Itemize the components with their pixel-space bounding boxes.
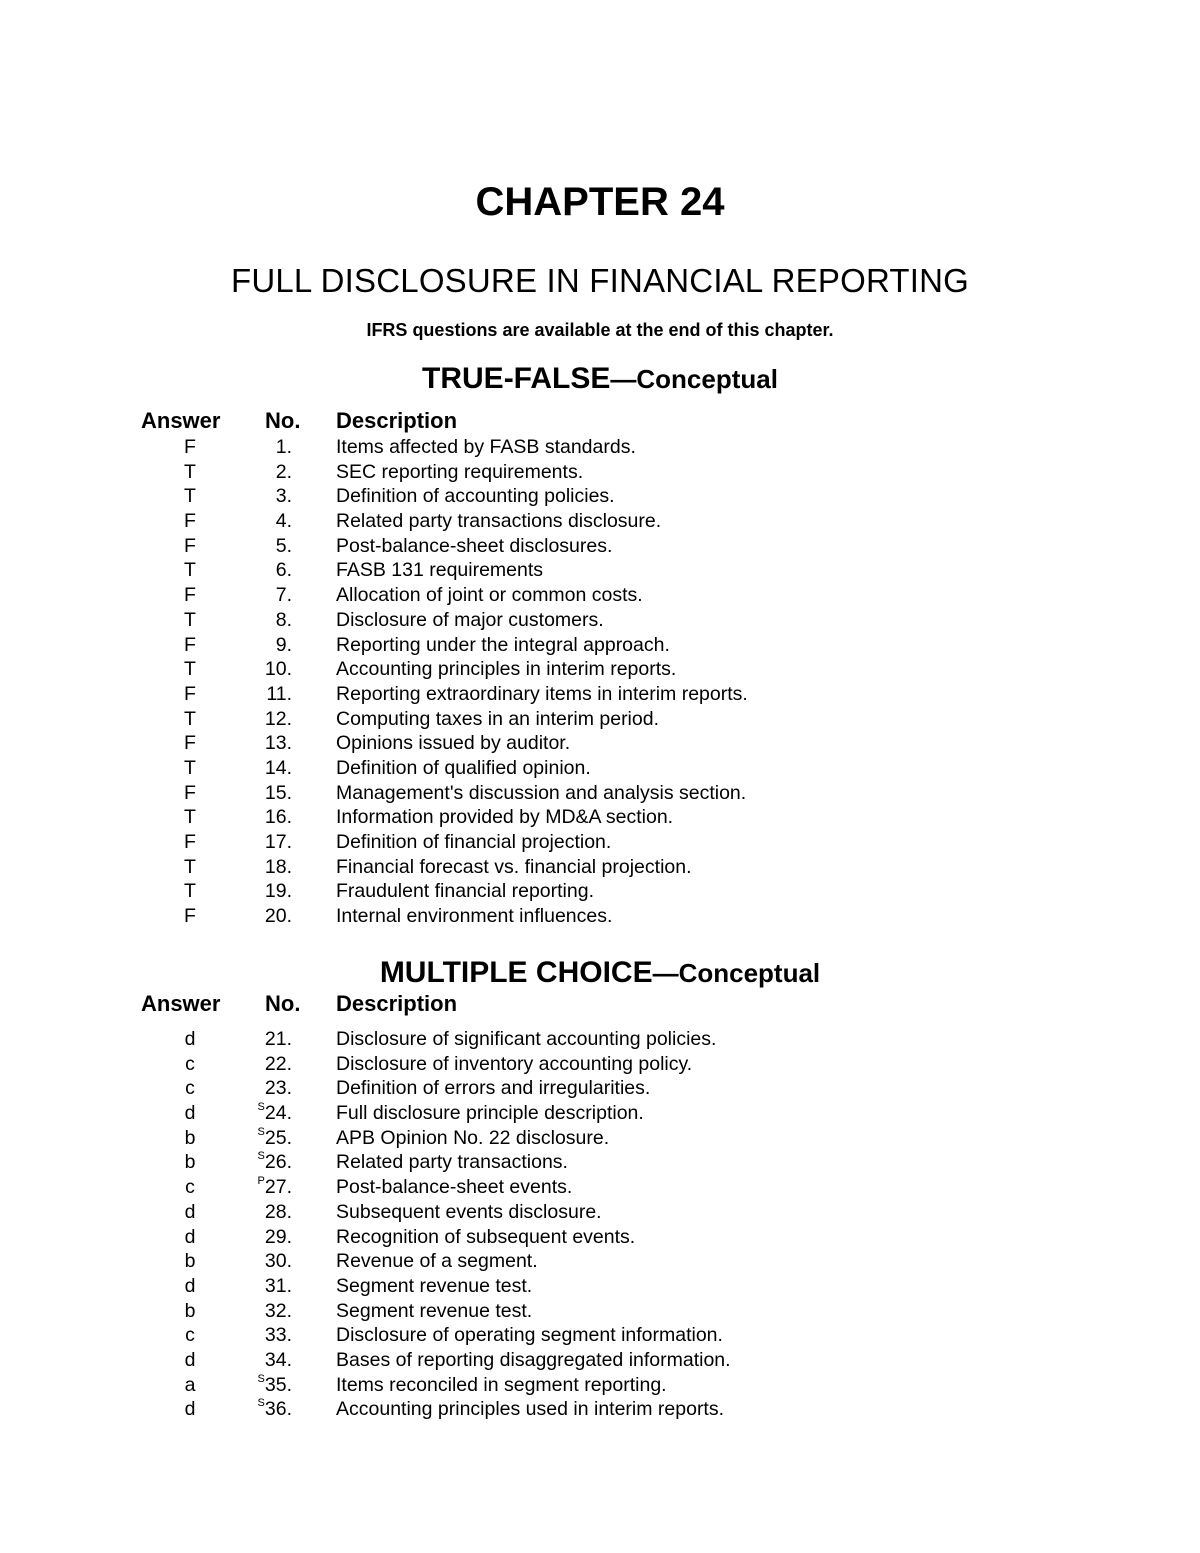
number-cell [240,1027,292,1052]
answer-cell: F [184,584,196,607]
description-cell: Definition of accounting policies. [336,485,615,508]
number-cell [240,756,292,781]
number-text: 20. [264,905,292,928]
table-row [0,682,1200,707]
description-cell: Fraudulent financial reporting. [336,880,594,903]
true-false-heading-main: TRUE-FALSE [422,362,611,395]
description-cell: Post-balance-sheet events. [336,1176,573,1199]
answer-cell: F [184,682,196,705]
description-cell: Post-balance-sheet disclosures. [336,534,613,557]
number-cell [240,1052,292,1077]
number-cell [240,608,292,633]
number-cell [240,1249,292,1274]
number-cell [240,781,292,806]
multiple-choice-table [0,1027,1200,1422]
table-row [0,707,1200,732]
number-text: 14. [264,756,292,779]
source-marker: S [257,1101,265,1114]
number-cell [240,1323,292,1348]
description-cell: Definition of qualified opinion. [336,756,591,779]
number-cell [240,558,292,583]
number-text: 7. [275,584,292,607]
mc-col-description: Description [336,991,458,1016]
number-text: 2. [275,460,292,483]
description-cell: Disclosure of major customers. [336,608,604,631]
table-row [0,1126,1200,1151]
answer-cell: c [185,1324,195,1347]
table-row [0,830,1200,855]
description-cell: Definition of financial projection. [336,831,612,853]
number-text: 4. [275,510,292,533]
table-row [0,1027,1200,1052]
table-row [0,1150,1200,1175]
answer-cell: d [184,1102,196,1125]
table-row [0,1076,1200,1101]
description-cell: Disclosure of significant accounting policies. [336,1028,717,1050]
number-text: 1. [275,436,292,458]
answer-cell: b [184,1250,196,1273]
number-text: 34. [264,1348,292,1371]
table-row [0,460,1200,485]
description-cell: Information provided by MD&A section. [336,806,674,829]
mc-col-no: No. [265,991,301,1016]
answer-cell: c [185,1052,195,1075]
chapter-subtitle: FULL DISCLOSURE IN FINANCIAL REPORTING [230,262,969,299]
number-cell [240,435,292,460]
description-cell: Computing taxes in an interim period. [336,707,659,730]
table-row [0,879,1200,904]
answer-cell: b [184,1126,196,1149]
table-row [0,1373,1200,1398]
number-text: 18. [264,855,292,878]
description-cell: Revenue of a segment. [336,1250,538,1273]
answer-cell: T [184,460,196,483]
answer-cell: b [184,1151,196,1174]
number-text: 6. [275,559,292,582]
table-row [0,1397,1200,1422]
answer-cell: d [184,1398,196,1421]
true-false-heading-sub: —Conceptual [610,364,778,394]
table-row [0,731,1200,756]
number-text: 33. [264,1324,292,1347]
number-text: 29. [264,1225,292,1248]
table-row [0,1249,1200,1274]
number-text: 35. [264,1373,292,1396]
description-cell: Accounting principles in interim reports. [336,658,677,681]
number-text: 21. [264,1028,292,1050]
true-false-table [0,435,1200,929]
answer-cell: F [184,732,196,755]
number-cell [240,1274,292,1299]
table-row [0,1101,1200,1126]
source-marker: P [257,1175,265,1188]
number-text: 22. [264,1052,292,1075]
answer-cell: d [184,1200,196,1223]
number-text: 12. [264,707,292,730]
description-cell: Full disclosure principle description. [336,1102,644,1125]
table-row [0,781,1200,806]
answer-cell: d [184,1274,196,1297]
multiple-choice-heading [0,956,1200,990]
answer-cell: T [184,559,196,582]
answer-cell: c [185,1176,195,1199]
number-cell [240,1076,292,1101]
mc-col-answer: Answer [141,991,221,1016]
answer-cell: T [184,608,196,631]
description-cell: Bases of reporting disaggregated information. [336,1348,731,1371]
number-text: 36. [264,1398,292,1421]
number-cell [240,460,292,485]
number-text: 17. [264,831,292,853]
number-cell [240,1373,292,1398]
description-cell: Segment revenue test. [336,1299,533,1322]
number-cell [240,879,292,904]
source-marker: S [257,1150,265,1163]
answer-cell: a [184,1373,196,1396]
table-row [0,534,1200,559]
table-row [0,509,1200,534]
answer-cell: F [184,831,196,853]
answer-cell: F [184,436,196,458]
answer-cell: T [184,756,196,779]
answer-cell: F [184,905,196,928]
answer-cell: d [184,1028,196,1050]
description-cell: APB Opinion No. 22 disclosure. [336,1126,610,1149]
ifrs-note: IFRS questions are available at the end of this chapter. [366,320,834,340]
answer-cell: F [184,534,196,557]
number-cell [240,1175,292,1200]
table-row [0,657,1200,682]
number-text: 16. [264,806,292,829]
table-row [0,1299,1200,1324]
description-cell: Reporting under the integral approach. [336,633,670,656]
table-row [0,1200,1200,1225]
number-text: 8. [275,608,292,631]
description-cell: Recognition of subsequent events. [336,1225,636,1248]
number-text: 28. [264,1200,292,1223]
description-cell: Related party transactions disclosure. [336,510,662,533]
description-cell: FASB 131 requirements [336,559,544,582]
table-row [0,633,1200,658]
number-cell [240,805,292,830]
number-text: 25. [264,1126,292,1149]
number-cell [240,633,292,658]
table-row [0,484,1200,509]
number-text: 13. [264,732,292,755]
number-text: 9. [275,633,292,656]
description-cell: Financial forecast vs. financial projection. [336,855,692,878]
number-text: 19. [264,880,292,903]
answer-cell: T [184,707,196,730]
number-text: 15. [264,781,292,804]
table-row [0,1348,1200,1373]
source-marker: S [257,1372,265,1385]
answer-cell: F [184,781,196,804]
answer-cell: T [184,806,196,829]
answer-cell: F [184,510,196,533]
number-text: 26. [264,1151,292,1174]
answer-cell: d [184,1225,196,1248]
description-cell: Disclosure of inventory accounting policy. [336,1052,693,1075]
table-row [0,435,1200,460]
description-cell: Segment revenue test. [336,1274,533,1297]
number-cell [240,855,292,880]
table-row [0,1175,1200,1200]
source-marker: S [257,1397,265,1410]
number-text: 32. [264,1299,292,1322]
table-row [0,608,1200,633]
answer-cell: T [184,855,196,878]
number-cell [240,731,292,756]
description-cell: Items affected by FASB standards. [336,436,636,458]
number-cell [240,1150,292,1175]
number-text: 27. [264,1176,292,1199]
number-cell [240,509,292,534]
description-cell: Allocation of joint or common costs. [336,584,643,607]
description-cell: Management's discussion and analysis section. [336,781,747,804]
answer-cell: T [184,485,196,508]
table-row [0,583,1200,608]
number-cell [240,534,292,559]
answer-cell: d [184,1348,196,1371]
number-cell [240,707,292,732]
table-row [0,1225,1200,1250]
number-cell [240,1225,292,1250]
table-row [0,1052,1200,1077]
description-cell: Disclosure of operating segment information. [336,1324,723,1347]
chapter-title: CHAPTER 24 [475,180,725,224]
description-cell: Definition of errors and irregularities. [336,1077,651,1100]
number-text: 5. [275,534,292,557]
tf-col-description: Description [336,408,458,433]
number-cell [240,1101,292,1126]
number-cell [240,1200,292,1225]
table-row [0,756,1200,781]
number-text: 31. [264,1274,292,1297]
description-cell: SEC reporting requirements. [336,460,584,483]
table-row [0,1274,1200,1299]
number-cell [240,1348,292,1373]
answer-cell: c [185,1077,195,1100]
number-cell [240,682,292,707]
description-cell: Reporting extraordinary items in interim reports. [336,682,748,705]
number-text: 24. [264,1102,292,1125]
tf-col-answer: Answer [141,408,221,433]
description-cell: Accounting principles used in interim reports. [336,1398,725,1421]
number-text: 10. [264,658,292,681]
answer-cell: b [184,1299,196,1322]
description-cell: Items reconciled in segment reporting. [336,1373,667,1396]
number-text: 3. [275,485,292,508]
number-cell [240,830,292,855]
number-cell [240,1397,292,1422]
number-cell [240,1126,292,1151]
table-row [0,558,1200,583]
answer-cell: T [184,880,196,903]
number-cell [240,484,292,509]
table-row [0,805,1200,830]
description-cell: Opinions issued by auditor. [336,732,571,755]
answer-cell: T [184,658,196,681]
description-cell: Internal environment influences. [336,905,613,928]
tf-col-no: No. [265,408,301,433]
number-text: 11. [266,682,292,705]
true-false-heading [0,362,1200,396]
number-cell [240,583,292,608]
description-cell: Related party transactions. [336,1151,568,1174]
table-row [0,855,1200,880]
number-cell [240,904,292,929]
table-row [0,1323,1200,1348]
description-cell: Subsequent events disclosure. [336,1200,602,1223]
source-marker: S [257,1125,265,1138]
number-text: 30. [264,1250,292,1273]
number-text: 23. [264,1077,292,1100]
table-row [0,904,1200,929]
multiple-choice-heading-main: MULTIPLE CHOICE [379,956,653,989]
answer-cell: F [184,633,196,656]
number-cell [240,657,292,682]
multiple-choice-heading-sub: —Conceptual [652,958,821,988]
number-cell [240,1299,292,1324]
